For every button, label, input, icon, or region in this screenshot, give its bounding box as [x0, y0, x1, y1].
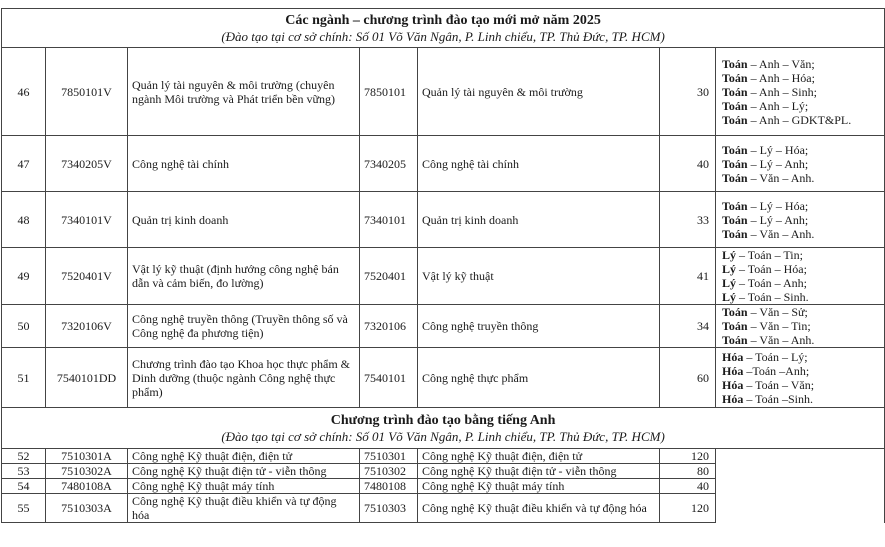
section1-subtitle: (Đào tạo tại cơ sở chính: Số 01 Võ Văn Ngân, P. Linh chiểu, TP. Thủ Đức, TP. HCM) — [221, 28, 665, 44]
table-row — [2, 48, 885, 136]
quota: 40 — [660, 136, 716, 192]
program-name: Công nghệ Kỹ thuật điện tử - viễn thông — [128, 464, 360, 479]
lead-subject: Toán — [722, 142, 748, 157]
program-name: Quản lý tài nguyên & môi trường (chuyên ngành Môi trường và Phát triển bền vững) — [128, 48, 360, 136]
lead-subject: Toán — [722, 112, 748, 127]
combination-item — [722, 227, 880, 241]
program-code: 7480108A — [46, 479, 128, 494]
combination-item — [722, 157, 880, 171]
lead-subject: Lý — [722, 262, 737, 276]
major-name: Công nghệ tài chính — [418, 136, 660, 192]
section2-subtitle: (Đào tạo tại cơ sở chính: Số 01 Võ Văn Ngân, P. Linh chiểu, TP. Thủ Đức, TP. HCM) — [221, 428, 665, 444]
lead-subject: Lý — [722, 248, 737, 262]
combination-item — [722, 333, 880, 347]
row-number: 48 — [2, 192, 46, 248]
major-code: 7510302 — [360, 464, 418, 479]
empty-combination-cell — [716, 479, 885, 494]
program-code: 7510302A — [46, 464, 128, 479]
subject-combinations — [716, 305, 885, 348]
table-row — [2, 464, 885, 479]
lead-subject: Toán — [722, 226, 748, 241]
combination-item — [722, 113, 880, 127]
row-number: 53 — [2, 464, 46, 479]
other-subjects: – Toán – Lý; — [746, 349, 808, 364]
major-code: 7480108 — [360, 479, 418, 494]
table-row — [2, 248, 885, 305]
quota: 30 — [660, 48, 716, 136]
lead-subject: Toán — [722, 198, 748, 213]
lead-subject: Toán — [722, 70, 748, 85]
major-code: 7340205 — [360, 136, 418, 192]
lead-subject: Toán — [722, 212, 748, 227]
other-subjects: – Toán –Sinh. — [746, 391, 813, 406]
program-code: 7320106V — [46, 305, 128, 348]
quota: 41 — [660, 248, 716, 305]
program-code: 7520401V — [46, 248, 128, 305]
major-name: Quản trị kinh doanh — [418, 192, 660, 248]
table-row — [2, 494, 885, 523]
combination-item — [722, 57, 880, 71]
other-subjects: – Lý – Anh; — [750, 156, 809, 171]
program-name: Quản trị kinh doanh — [128, 192, 360, 248]
combination-item — [722, 199, 880, 213]
table-row — [2, 192, 885, 248]
table-row — [2, 449, 885, 464]
major-name: Công nghệ Kỹ thuật điện, điện tử — [418, 449, 660, 464]
lead-subject: Toán — [722, 56, 748, 71]
other-subjects: – Văn – Anh. — [750, 333, 815, 347]
quota: 120 — [660, 494, 716, 523]
lead-subject: Lý — [722, 276, 737, 290]
subject-combinations — [716, 192, 885, 248]
combination-item — [722, 290, 880, 304]
row-number: 47 — [2, 136, 46, 192]
lead-subject: Hóa — [722, 349, 744, 364]
other-subjects: – Anh – GDKT&PL. — [750, 112, 852, 127]
lead-subject: Hóa — [722, 391, 744, 406]
other-subjects: – Anh – Sinh; — [750, 84, 817, 99]
combination-item — [722, 85, 880, 99]
row-number: 52 — [2, 449, 46, 464]
table-row — [2, 305, 885, 348]
major-code: 7510301 — [360, 449, 418, 464]
subject-combinations — [716, 136, 885, 192]
table-row — [2, 136, 885, 192]
combination-item — [722, 143, 880, 157]
program-name: Vật lý kỹ thuật (định hướng công nghệ bán dẫn và cảm biến, đo lường) — [128, 248, 360, 305]
combination-item — [722, 248, 880, 262]
combination-item — [722, 71, 880, 85]
quota: 34 — [660, 305, 716, 348]
combination-item — [722, 99, 880, 113]
row-number: 54 — [2, 479, 46, 494]
lead-subject: Toán — [722, 319, 748, 333]
major-name: Công nghệ Kỹ thuật điều khiển và tự động hóa — [418, 494, 660, 523]
major-name: Công nghệ Kỹ thuật điện tử - viễn thông — [418, 464, 660, 479]
section2-header-row — [2, 408, 885, 449]
program-code: 7850101V — [46, 48, 128, 136]
combination-item — [722, 392, 880, 406]
other-subjects: – Văn – Tin; — [750, 319, 811, 333]
empty-combination-cell — [716, 494, 885, 523]
row-number: 51 — [2, 348, 46, 408]
major-code: 7340101 — [360, 192, 418, 248]
major-name: Công nghệ thực phẩm — [418, 348, 660, 408]
section1-title: Các ngành – chương trình đào tạo mới mở năm 2025 — [285, 12, 601, 28]
other-subjects: – Lý – Hóa; — [750, 142, 809, 157]
other-subjects: – Anh – Hóa; — [750, 70, 815, 85]
section2-title: Chương trình đào tạo bằng tiếng Anh — [330, 412, 556, 428]
lead-subject: Toán — [722, 98, 748, 113]
subject-combinations — [716, 248, 885, 305]
program-code: 7510301A — [46, 449, 128, 464]
combination-item — [722, 350, 880, 364]
other-subjects: – Lý – Anh; — [750, 212, 809, 227]
quota: 80 — [660, 464, 716, 479]
combination-item — [722, 213, 880, 227]
program-name: Công nghệ Kỹ thuật máy tính — [128, 479, 360, 494]
lead-subject: Toán — [722, 333, 748, 347]
table-row — [2, 479, 885, 494]
lead-subject: Toán — [722, 170, 748, 185]
row-number: 46 — [2, 48, 46, 136]
program-name: Công nghệ tài chính — [128, 136, 360, 192]
other-subjects: – Anh – Lý; — [750, 98, 809, 113]
row-number: 55 — [2, 494, 46, 523]
program-name: Công nghệ Kỹ thuật điều khiển và tự động hóa — [128, 494, 360, 523]
other-subjects: – Toán – Anh; — [739, 276, 807, 290]
major-name: Vật lý kỹ thuật — [418, 248, 660, 305]
lead-subject: Toán — [722, 156, 748, 171]
combination-item — [722, 364, 880, 378]
lead-subject: Toán — [722, 84, 748, 99]
quota: 40 — [660, 479, 716, 494]
quota: 60 — [660, 348, 716, 408]
major-code: 7540101 — [360, 348, 418, 408]
other-subjects: –Toán –Anh; — [746, 363, 810, 378]
major-name: Quản lý tài nguyên & môi trường — [418, 48, 660, 136]
other-subjects: – Toán – Tin; — [739, 248, 803, 262]
combination-item — [722, 319, 880, 333]
major-code: 7850101 — [360, 48, 418, 136]
section1-header-row — [2, 9, 885, 48]
subject-combinations — [716, 348, 885, 408]
program-code: 7340101V — [46, 192, 128, 248]
combination-item — [722, 276, 880, 290]
major-code: 7520401 — [360, 248, 418, 305]
lead-subject: Hóa — [722, 377, 744, 392]
quota: 33 — [660, 192, 716, 248]
table-row — [2, 348, 885, 408]
lead-subject: Lý — [722, 290, 737, 304]
row-number: 50 — [2, 305, 46, 348]
other-subjects: – Văn – Anh. — [750, 226, 815, 241]
combination-item — [722, 305, 880, 319]
other-subjects: – Văn – Sử; — [750, 305, 808, 319]
empty-combination-cell — [716, 464, 885, 479]
combination-item — [722, 262, 880, 276]
quota: 120 — [660, 449, 716, 464]
lead-subject: Toán — [722, 305, 748, 319]
program-name: Công nghệ truyền thông (Truyền thông số và Công nghệ đa phương tiện) — [128, 305, 360, 348]
program-name: Công nghệ Kỹ thuật điện, điện tử — [128, 449, 360, 464]
combination-item — [722, 378, 880, 392]
major-code: 7510303 — [360, 494, 418, 523]
major-code: 7320106 — [360, 305, 418, 348]
combination-item — [722, 171, 880, 185]
subject-combinations — [716, 48, 885, 136]
empty-combination-cell — [716, 449, 885, 464]
major-name: Công nghệ Kỹ thuật máy tính — [418, 479, 660, 494]
program-code: 7510303A — [46, 494, 128, 523]
other-subjects: – Toán – Sinh. — [739, 290, 809, 304]
program-code: 7540101DD — [46, 348, 128, 408]
program-code: 7340205V — [46, 136, 128, 192]
lead-subject: Hóa — [722, 363, 744, 378]
major-name: Công nghệ truyền thông — [418, 305, 660, 348]
program-name: Chương trình đào tạo Khoa học thực phẩm & Dinh dưỡng (thuộc ngành Công nghệ thực phẩm) — [128, 348, 360, 408]
other-subjects: – Toán – Hóa; — [739, 262, 807, 276]
other-subjects: – Văn – Anh. — [750, 170, 815, 185]
other-subjects: – Anh – Văn; — [750, 56, 815, 71]
row-number: 49 — [2, 248, 46, 305]
other-subjects: – Lý – Hóa; — [750, 198, 809, 213]
programs-table — [1, 8, 885, 523]
other-subjects: – Toán – Văn; — [746, 377, 815, 392]
